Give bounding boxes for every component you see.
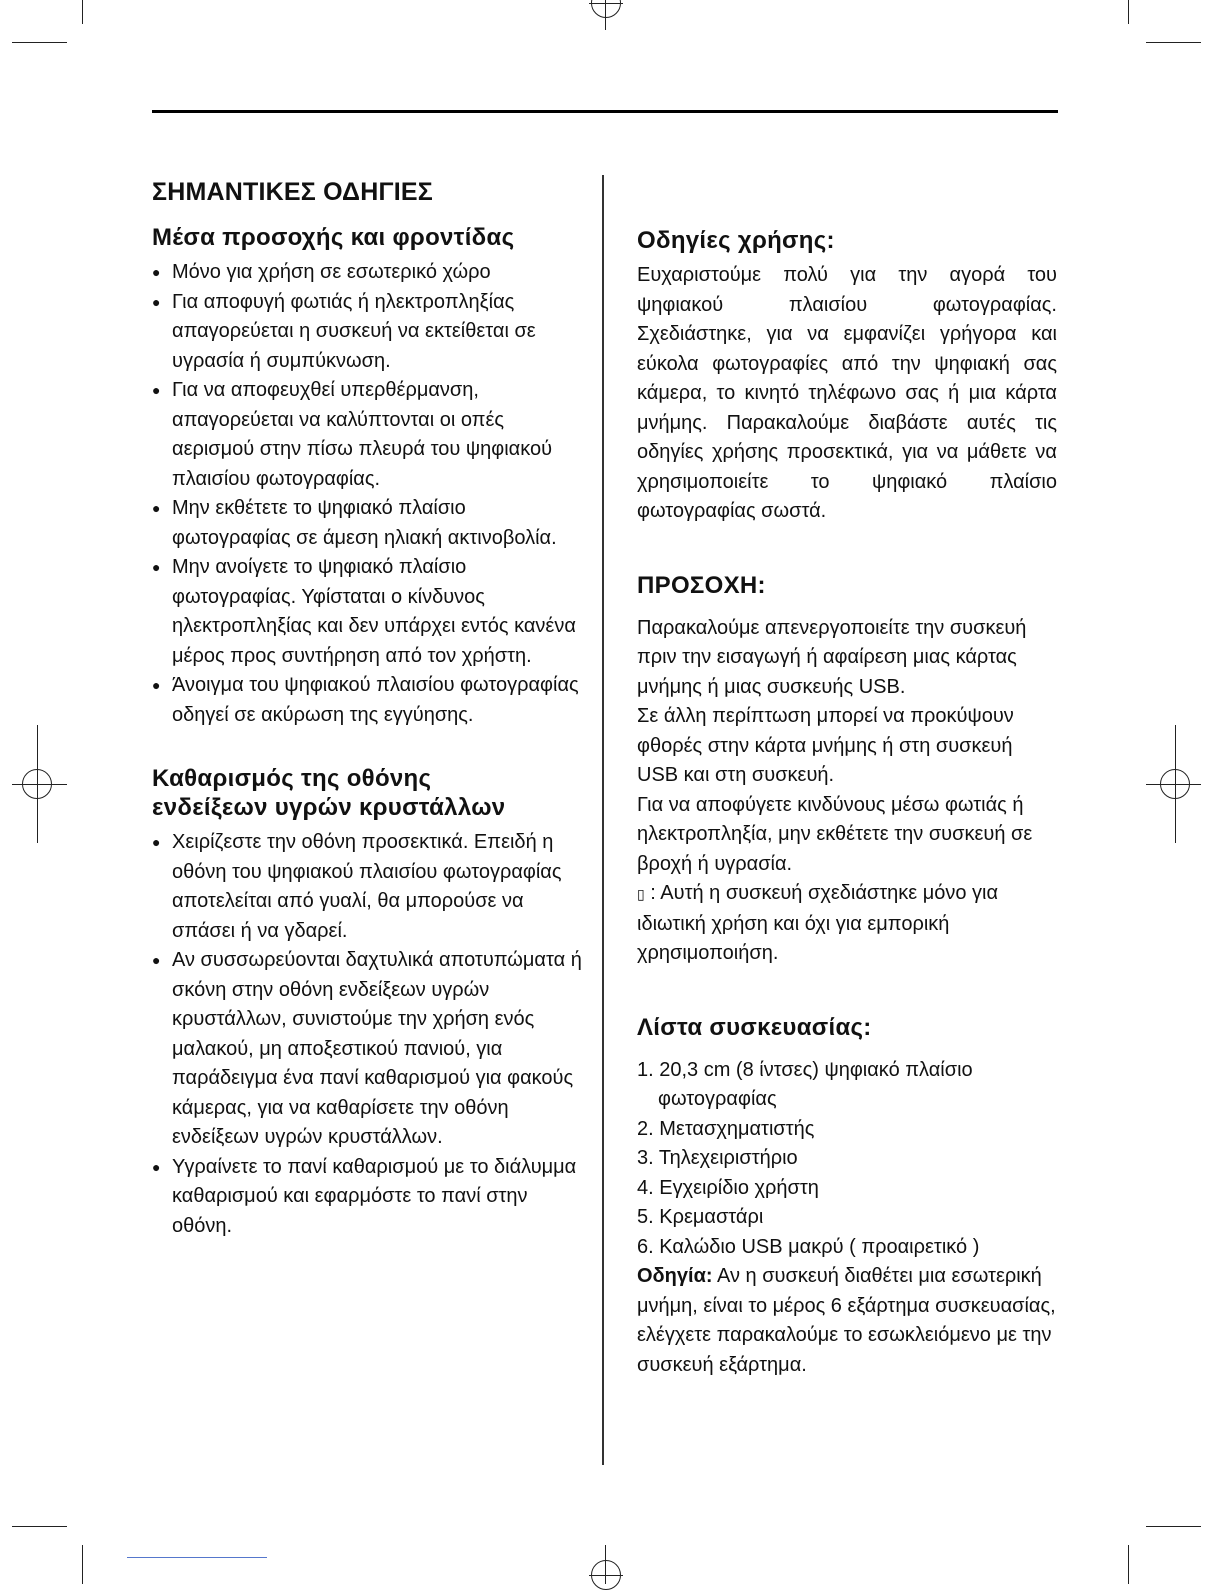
list-item: ● Χειρίζεστε την οθόνη προσεκτικά. Επειδή η οθόνη του ψηφιακού πλαισίου φωτογραφίας αποτελείται από γυαλί, θα μπορούσε να σπάσει ή να γδαρεί. xyxy=(152,828,582,946)
list-item: ● Αν συσσωρεύονται δαχτυλικά αποτυπώματα ή σκόνη στην οθόνη ενδείξεων υγρών κρυστάλλων, συνιστούμε την χρήση ενός μαλακού, μη αποξεστικού πανιού, για παράδειγμα ένα πανί καθαρισμού για φακούς κάμερας, για να καθαρίσετε την οθόνη ενδείξεων υγρών κρυστάλλων. xyxy=(152,946,582,1153)
caution-paragraph-3: Για να αποφύγετε κινδύνους μέσω φωτιάς ή ηλεκτροπληξία, μην εκθέτετε την συσκευή σε βροχή ή υγρασία. xyxy=(637,793,1033,875)
list-item: 4. Εγχειρίδιο χρήστη xyxy=(637,1176,819,1199)
instructions-text: Ευχαριστούμε πολύ για την αγορά του ψηφιακού πλαισίου φωτογραφίας. Σχεδιάστηκε, για να εμφανίζει γρήγορα και εύκολα φωτογραφίες από την ψηφιακή σας κάμερα, το κινητό τηλέφωνο σας ή μια κάρτα μνήμης. Παρακαλούμε διαβάστε αυτές τις οδηγίες χρήσης προσεκτικά, για να μάθετε να χρησιμοποιείτε το ψηφιακό πλαίσιο φωτογραφίας σωστά. xyxy=(637,264,1057,522)
bottom-guide-line xyxy=(127,1557,267,1558)
cleaning-list xyxy=(152,828,582,1241)
list-item: ● Για αποφυγή φωτιάς ή ηλεκτροπληξίας απαγορεύεται η συσκευή να εκτείθεται σε υγρασία ή συμπύκνωση. xyxy=(152,288,582,377)
cleaning-heading xyxy=(152,764,582,822)
registration-mark-right-h xyxy=(1146,784,1201,785)
column-divider xyxy=(602,175,604,1465)
list-item: ● Για να αποφευχθεί υπερθέρμανση, απαγορεύεται να καλύπτονται οι οπές αερισμού στην πίσω πλευρά του ψηφιακού πλαισίου φωτογραφίας. xyxy=(152,376,582,494)
caution-section xyxy=(637,571,1057,969)
caution-heading: ΠΡΟΣΟΧΗ: xyxy=(637,571,766,599)
caution-paragraph-2: Σε άλλη περίπτωση μπορεί να προκύψουν φθορές στην κάρτα μνήμης ή στη συσκευή USB και στη συσκευή. xyxy=(637,705,1014,786)
packing-list xyxy=(637,1056,1057,1263)
registration-mark-top-v xyxy=(605,0,606,30)
registration-mark-bottom-v xyxy=(605,1545,606,1584)
crop-mark-top-left-h xyxy=(12,42,67,43)
caution-paragraph-4 xyxy=(637,879,1057,969)
care-heading: Μέσα προσοχής και φροντίδας xyxy=(152,224,515,251)
packing-heading: Λίστα συσκευασίας: xyxy=(637,1013,872,1041)
crop-mark-bottom-right-h xyxy=(1146,1526,1201,1527)
crop-mark-bottom-left-h xyxy=(12,1526,67,1527)
list-item: ● Μην ανοίγετε το ψηφιακό πλαίσιο φωτογραφίας. Υφίσταται ο κίνδυνος ηλεκτροπληξίας και δεν υπάρχει εντός κανένα μέρος προς συντήρηση από τον χρήστη. xyxy=(152,553,582,671)
registration-mark-bottom-h xyxy=(589,1575,623,1576)
header-rule xyxy=(152,110,1058,113)
packing-note-text: Αν η συσκευή διαθέτει μια εσωτερική μνήμη, είναι το μέρος 6 εξάρτημα συσκευασίας, ελέγχετε παρακαλούμε το εσωκλειόμενο με την συσκευή εξάρτημα. xyxy=(637,1265,1056,1376)
packing-section xyxy=(637,1013,1057,1381)
crop-mark-top-right-h xyxy=(1146,42,1201,43)
list-item: ● Μόνο για χρήση σε εσωτερικό χώρο xyxy=(152,258,582,288)
crop-mark-bottom-right-v xyxy=(1128,1545,1129,1584)
care-list xyxy=(152,258,582,730)
care-section xyxy=(152,223,582,730)
list-item: 3. Τηλεχειριστήριο xyxy=(637,1147,798,1169)
list-item: 2. Μετασχηματιστής xyxy=(637,1117,815,1140)
list-item: 6. Καλώδιο USB μακρύ ( προαιρετικό ) xyxy=(637,1235,980,1258)
crop-mark-top-right-v xyxy=(1128,0,1129,24)
list-item: ● Υγραίνετε το πανί καθαρισμού με το διάλυμμα καθαρισμού και εφαρμόστε το πανί στην οθόνη. xyxy=(152,1153,582,1242)
instructions-section xyxy=(637,226,1057,527)
registration-mark-top-h xyxy=(589,3,623,4)
crop-mark-bottom-left-v xyxy=(82,1545,83,1584)
left-column xyxy=(152,178,582,1267)
page-title: ΣΗΜΑΝΤΙΚΕΣ ΟΔΗΓΙΕΣ xyxy=(152,178,433,206)
list-item: ● Μην εκθέτετε το ψηφιακό πλαίσιο φωτογραφίας σε άμεση ηλιακή ακτινοβολία. xyxy=(152,494,582,553)
instructions-heading: Οδηγίες χρήσης: xyxy=(637,227,835,254)
cleaning-section xyxy=(152,764,582,1241)
caution-paragraph-1: Παρακαλούμε απενεργοποιείτε την συσκευή πριν την εισαγωγή ή αφαίρεση μιας κάρτας μνήμης ή μιας συσκευής USB. xyxy=(637,616,1027,698)
private-use-symbol-icon: ▯ xyxy=(637,886,645,902)
list-item: ● Άνοιγμα του ψηφιακού πλαισίου φωτογραφίας οδηγεί σε ακύρωση της εγγύησης. xyxy=(152,671,582,730)
crop-mark-top-left-v xyxy=(82,0,83,24)
list-item: 1. 20,3 cm (8 ίντσες) ψηφιακό πλαίσιο φωτογραφίας xyxy=(637,1058,973,1110)
packing-note xyxy=(637,1262,1057,1380)
packing-note-label: Οδηγία: xyxy=(637,1265,713,1287)
caution-paragraph-4-text: : Αυτή η συσκευή σχεδιάστηκε μόνο για ιδιωτική χρήση και όχι για εμπορική χρησιμοποιήση. xyxy=(637,882,999,964)
list-item: 5. Κρεμαστάρι xyxy=(637,1206,764,1228)
cleaning-heading-line1: Καθαρισμός της οθόνης xyxy=(152,765,432,792)
registration-mark-left-h xyxy=(12,784,67,785)
right-column xyxy=(637,226,1057,1406)
cleaning-heading-line2: ενδείξεων υγρών κρυστάλλων xyxy=(152,794,506,821)
